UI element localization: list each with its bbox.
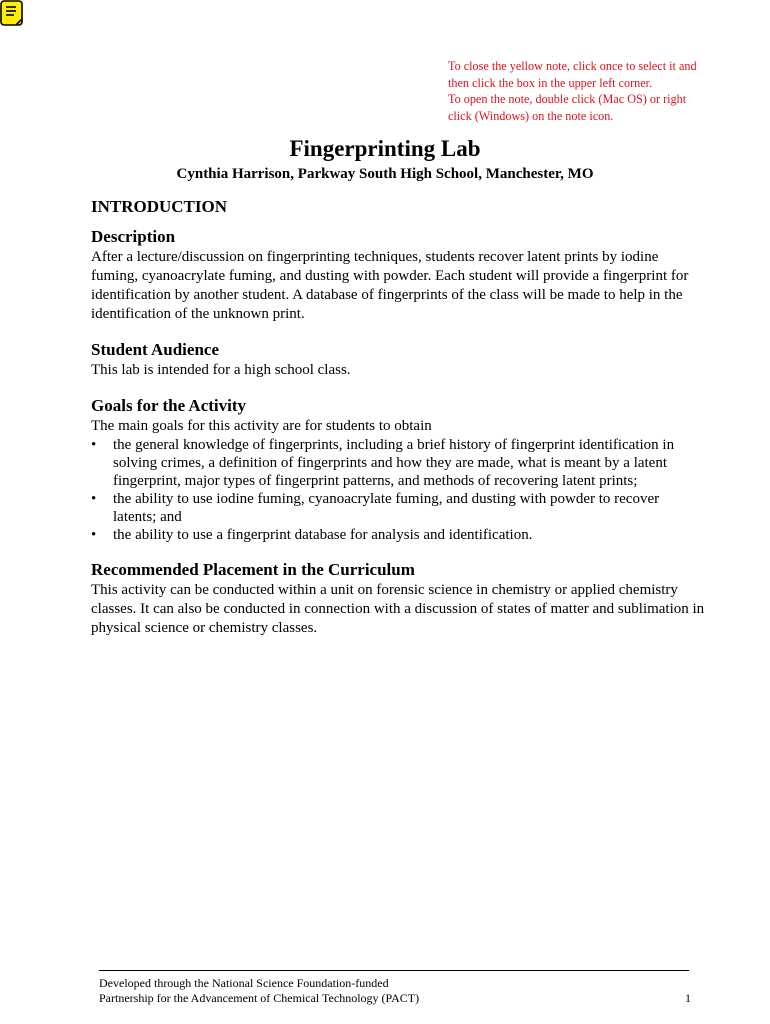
note-instruction-line: click (Windows) on the note icon.	[448, 108, 614, 123]
note-instruction-line: To close the yellow note, click once to select it and	[448, 59, 697, 73]
footer-divider	[99, 970, 689, 971]
audience-text: This lab is intended for a high school class.	[91, 362, 351, 378]
list-item	[91, 490, 706, 526]
footer-line-1: Developed through the National Science Foundation-funded	[99, 976, 389, 990]
goals-intro: The main goals for this activity are for students to obtain	[91, 418, 432, 434]
description-text: After a lecture/discussion on fingerprinting techniques, students recover latent prints by iodine fuming, cyanoacrylate fuming, and dusting with powder. Each student will provide a fingerprint for identification by another student. A database of fingerprints of the class will be made to help in the identification of the unknown print.	[91, 249, 689, 322]
placement-heading: Recommended Placement in the Curriculum	[91, 560, 415, 579]
description-section	[91, 226, 706, 324]
goals-heading: Goals for the Activity	[91, 396, 247, 415]
document-body	[91, 196, 706, 653]
audience-section	[91, 339, 706, 380]
goal-text: the general knowledge of fingerprints, including a brief history of fingerprint identification in solving crimes, a definition of fingerprints and how they are made, what is meant by a latent fingerprint, major types of fingerprint patterns, and methods of recovering latent prints;	[113, 437, 675, 489]
document-title: Fingerprinting Lab	[289, 136, 481, 161]
page-footer	[99, 976, 691, 1005]
sticky-note-icon[interactable]	[0, 0, 26, 28]
note-instructions	[448, 58, 728, 124]
bullet-icon: •	[91, 491, 97, 507]
document-author: Cynthia Harrison, Parkway South High School, Manchester, MO	[176, 166, 594, 182]
bullet-icon: •	[91, 527, 97, 543]
description-heading: Description	[91, 227, 176, 246]
placement-text: This activity can be conducted within a unit on forensic science in chemistry or applied chemistry classes. It can also be conducted in connection with a discussion of states of matter and sublimation in physical science or chemistry classes.	[91, 582, 705, 636]
goals-list	[91, 436, 706, 544]
audience-heading: Student Audience	[91, 340, 219, 359]
placement-section	[91, 559, 706, 638]
list-item	[91, 526, 706, 544]
goal-text: the ability to use a fingerprint database for analysis and identification.	[113, 527, 533, 543]
note-instruction-line: then click the box in the upper left corner.	[448, 75, 653, 90]
goals-section	[91, 395, 706, 544]
page-number: 1	[685, 990, 691, 1005]
footer-line-2-row	[99, 991, 691, 1006]
footer-line-2: Partnership for the Advancement of Chemical Technology (PACT)	[99, 990, 420, 1005]
bullet-icon: •	[91, 437, 97, 453]
goal-text: the ability to use iodine fuming, cyanoacrylate fuming, and dusting with powder to recover latents; and	[113, 491, 660, 525]
list-item	[91, 436, 706, 490]
section-heading-introduction: INTRODUCTION	[91, 197, 228, 216]
note-instruction-line: To open the note, double click (Mac OS) or right	[448, 92, 687, 106]
